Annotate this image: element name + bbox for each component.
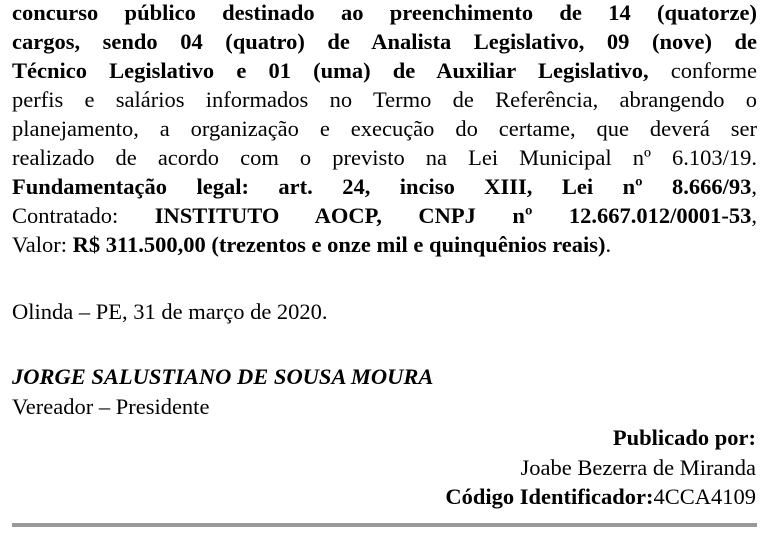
- body-paragraph: [12, 0, 757, 259]
- text: realizado de acordo com o previsto na Lei Municipal nº 6.103/19.: [12, 145, 757, 170]
- text: .: [605, 232, 612, 257]
- bold-text: cargos, sendo 04 (quatro) de Analista Legislativo, 09 (nove) de: [12, 29, 757, 54]
- body-line: [12, 0, 757, 27]
- identifier-code-line: [445, 482, 756, 511]
- text: ,: [751, 203, 757, 228]
- text: planejamento, a organização e execução do certame, que deverá ser: [12, 116, 757, 141]
- text: perfis e salários informados no Termo de Referência, abrangendo o: [12, 87, 757, 112]
- identifier-code-value: 4CCA4109: [653, 484, 756, 509]
- text: conforme: [648, 58, 757, 83]
- body-line: [12, 27, 757, 56]
- bold-text: Fundamentação legal: art. 24, inciso XIII, Lei nº 8.666/93: [12, 174, 752, 199]
- signer-role: Vereador – Presidente: [12, 394, 210, 419]
- text: ,: [751, 174, 757, 199]
- bottom-divider: [12, 523, 757, 527]
- signer-name: JORGE SALUSTIANO DE SOUSA MOURA: [12, 364, 434, 389]
- body-line: [12, 114, 757, 143]
- body-line: [12, 230, 757, 259]
- text: Contratado:: [12, 203, 155, 228]
- bold-text: R$ 311.500,00 (trezentos e onze mil e quinquênios reais): [72, 232, 606, 257]
- body-line: [12, 85, 757, 114]
- publisher-name: Joabe Bezerra de Miranda: [520, 455, 756, 480]
- text: Valor:: [12, 232, 73, 257]
- body-line: [12, 56, 757, 85]
- body-line: [12, 143, 757, 172]
- bold-text: INSTITUTO AOCP, CNPJ nº 12.667.012/0001-53: [154, 203, 752, 228]
- body-line: [12, 172, 757, 201]
- bold-text: Técnico Legislativo e 01 (uma) de Auxiliar Legislativo,: [12, 58, 649, 83]
- date-line: Olinda – PE, 31 de março de 2020.: [12, 299, 328, 324]
- identifier-code-label: Código Identificador:: [445, 484, 654, 509]
- body-line: [12, 201, 757, 230]
- bold-text: concurso público destinado ao preenchimento de 14 (quatorze): [12, 0, 757, 25]
- published-by-label: Publicado por:: [612, 425, 756, 450]
